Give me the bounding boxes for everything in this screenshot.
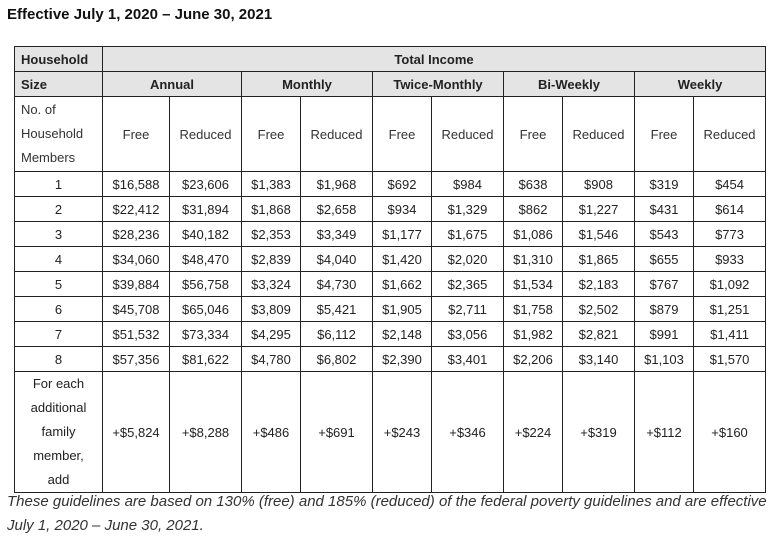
table-row bbox=[15, 272, 766, 297]
income-value-cell: $1,092 bbox=[694, 272, 766, 297]
members-label-line: Household bbox=[21, 126, 84, 141]
period-header-annual: Annual bbox=[103, 72, 242, 97]
total-income-header: Total Income bbox=[103, 47, 766, 72]
income-value-cell: $51,532 bbox=[103, 322, 170, 347]
income-value-cell: $2,183 bbox=[563, 272, 635, 297]
income-value-cell: $1,868 bbox=[242, 197, 301, 222]
income-value-cell: $2,390 bbox=[373, 347, 432, 372]
additional-label-line: family bbox=[41, 424, 76, 439]
income-value-cell: $23,606 bbox=[170, 172, 242, 197]
additional-value-cell: +$319 bbox=[563, 372, 635, 493]
income-value-cell: $65,046 bbox=[170, 297, 242, 322]
income-value-cell: $1,383 bbox=[242, 172, 301, 197]
income-value-cell: $1,411 bbox=[694, 322, 766, 347]
additional-member-label bbox=[15, 372, 103, 493]
income-value-cell: $1,227 bbox=[563, 197, 635, 222]
additional-value-cell: +$160 bbox=[694, 372, 766, 493]
income-value-cell: $879 bbox=[635, 297, 694, 322]
subheader-row bbox=[15, 97, 766, 172]
table-row bbox=[15, 322, 766, 347]
income-value-cell: $454 bbox=[694, 172, 766, 197]
income-value-cell: $3,349 bbox=[301, 222, 373, 247]
household-size-cell: 3 bbox=[15, 222, 103, 247]
income-value-cell: $3,140 bbox=[563, 347, 635, 372]
income-value-cell: $991 bbox=[635, 322, 694, 347]
income-value-cell: $2,353 bbox=[242, 222, 301, 247]
income-value-cell: $2,206 bbox=[504, 347, 563, 372]
income-value-cell: $3,809 bbox=[242, 297, 301, 322]
income-value-cell: $2,711 bbox=[432, 297, 504, 322]
income-value-cell: $933 bbox=[694, 247, 766, 272]
income-value-cell: $6,112 bbox=[301, 322, 373, 347]
subheader-reduced: Reduced bbox=[170, 97, 242, 172]
household-size-cell: 5 bbox=[15, 272, 103, 297]
additional-value-cell: +$8,288 bbox=[170, 372, 242, 493]
additional-label-line: add bbox=[47, 472, 70, 487]
income-value-cell: $543 bbox=[635, 222, 694, 247]
income-value-cell: $1,329 bbox=[432, 197, 504, 222]
subheader-free: Free bbox=[242, 97, 301, 172]
household-header-bottom: Size bbox=[15, 72, 103, 97]
members-label-line: No. of bbox=[21, 102, 56, 117]
subheader-reduced: Reduced bbox=[432, 97, 504, 172]
household-size-cell: 7 bbox=[15, 322, 103, 347]
income-value-cell: $767 bbox=[635, 272, 694, 297]
table-row bbox=[15, 197, 766, 222]
income-value-cell: $22,412 bbox=[103, 197, 170, 222]
income-value-cell: $1,865 bbox=[563, 247, 635, 272]
income-value-cell: $1,905 bbox=[373, 297, 432, 322]
income-value-cell: $56,758 bbox=[170, 272, 242, 297]
household-header-top: Household bbox=[15, 47, 103, 72]
income-value-cell: $1,982 bbox=[504, 322, 563, 347]
subheader-free: Free bbox=[504, 97, 563, 172]
income-value-cell: $1,534 bbox=[504, 272, 563, 297]
subheader-free: Free bbox=[635, 97, 694, 172]
household-size-cell: 8 bbox=[15, 347, 103, 372]
period-header-bi-weekly: Bi-Weekly bbox=[504, 72, 635, 97]
period-header-twice-monthly: Twice-Monthly bbox=[373, 72, 504, 97]
period-header-weekly: Weekly bbox=[635, 72, 766, 97]
income-value-cell: $1,086 bbox=[504, 222, 563, 247]
income-value-cell: $1,251 bbox=[694, 297, 766, 322]
household-size-cell: 1 bbox=[15, 172, 103, 197]
income-value-cell: $862 bbox=[504, 197, 563, 222]
income-value-cell: $6,802 bbox=[301, 347, 373, 372]
additional-value-cell: +$346 bbox=[432, 372, 504, 493]
income-value-cell: $2,148 bbox=[373, 322, 432, 347]
income-value-cell: $692 bbox=[373, 172, 432, 197]
income-value-cell: $34,060 bbox=[103, 247, 170, 272]
income-value-cell: $1,968 bbox=[301, 172, 373, 197]
footnote: These guidelines are based on 130% (free) and 185% (reduced) of the federal poverty guidelines and are effective July 1, 2020 – June 30, 2021. bbox=[7, 493, 767, 534]
income-value-cell: $16,588 bbox=[103, 172, 170, 197]
table-row bbox=[15, 222, 766, 247]
income-value-cell: $1,662 bbox=[373, 272, 432, 297]
income-value-cell: $1,570 bbox=[694, 347, 766, 372]
additional-value-cell: +$486 bbox=[242, 372, 301, 493]
income-value-cell: $4,730 bbox=[301, 272, 373, 297]
income-value-cell: $3,401 bbox=[432, 347, 504, 372]
income-value-cell: $655 bbox=[635, 247, 694, 272]
subheader-reduced: Reduced bbox=[694, 97, 766, 172]
income-value-cell: $3,056 bbox=[432, 322, 504, 347]
additional-label-line: member, bbox=[33, 448, 84, 463]
income-value-cell: $4,295 bbox=[242, 322, 301, 347]
additional-value-cell: +$691 bbox=[301, 372, 373, 493]
table-row bbox=[15, 247, 766, 272]
subheader-reduced: Reduced bbox=[563, 97, 635, 172]
income-value-cell: $773 bbox=[694, 222, 766, 247]
income-value-cell: $2,365 bbox=[432, 272, 504, 297]
subheader-free: Free bbox=[373, 97, 432, 172]
income-value-cell: $934 bbox=[373, 197, 432, 222]
income-value-cell: $2,839 bbox=[242, 247, 301, 272]
income-value-cell: $984 bbox=[432, 172, 504, 197]
members-label-cell bbox=[15, 97, 103, 172]
income-value-cell: $1,758 bbox=[504, 297, 563, 322]
additional-label-line: additional bbox=[30, 400, 87, 415]
income-value-cell: $40,182 bbox=[170, 222, 242, 247]
income-value-cell: $638 bbox=[504, 172, 563, 197]
income-value-cell: $5,421 bbox=[301, 297, 373, 322]
period-header-monthly: Monthly bbox=[242, 72, 373, 97]
income-value-cell: $1,310 bbox=[504, 247, 563, 272]
income-value-cell: $81,622 bbox=[170, 347, 242, 372]
table-row bbox=[15, 347, 766, 372]
table-row bbox=[15, 172, 766, 197]
income-value-cell: $4,780 bbox=[242, 347, 301, 372]
header-row-2 bbox=[15, 72, 766, 97]
income-value-cell: $2,502 bbox=[563, 297, 635, 322]
income-value-cell: $1,675 bbox=[432, 222, 504, 247]
header-row-1 bbox=[15, 47, 766, 72]
household-size-cell: 2 bbox=[15, 197, 103, 222]
income-value-cell: $2,658 bbox=[301, 197, 373, 222]
income-value-cell: $45,708 bbox=[103, 297, 170, 322]
income-value-cell: $4,040 bbox=[301, 247, 373, 272]
additional-value-cell: +$224 bbox=[504, 372, 563, 493]
household-size-cell: 6 bbox=[15, 297, 103, 322]
income-value-cell: $431 bbox=[635, 197, 694, 222]
page-heading: Effective July 1, 2020 – June 30, 2021 bbox=[7, 6, 273, 23]
income-value-cell: $28,236 bbox=[103, 222, 170, 247]
income-value-cell: $2,821 bbox=[563, 322, 635, 347]
additional-value-cell: +$5,824 bbox=[103, 372, 170, 493]
income-value-cell: $319 bbox=[635, 172, 694, 197]
income-value-cell: $48,470 bbox=[170, 247, 242, 272]
income-value-cell: $57,356 bbox=[103, 347, 170, 372]
income-value-cell: $1,420 bbox=[373, 247, 432, 272]
members-label-line: Members bbox=[21, 150, 76, 165]
additional-label-line: For each bbox=[32, 376, 85, 391]
income-value-cell: $1,103 bbox=[635, 347, 694, 372]
income-value-cell: $73,334 bbox=[170, 322, 242, 347]
additional-member-row bbox=[15, 372, 766, 493]
subheader-free: Free bbox=[103, 97, 170, 172]
income-value-cell: $1,546 bbox=[563, 222, 635, 247]
additional-value-cell: +$112 bbox=[635, 372, 694, 493]
income-value-cell: $2,020 bbox=[432, 247, 504, 272]
income-value-cell: $31,894 bbox=[170, 197, 242, 222]
additional-value-cell: +$243 bbox=[373, 372, 432, 493]
income-value-cell: $3,324 bbox=[242, 272, 301, 297]
subheader-reduced: Reduced bbox=[301, 97, 373, 172]
income-value-cell: $1,177 bbox=[373, 222, 432, 247]
income-value-cell: $39,884 bbox=[103, 272, 170, 297]
table-row bbox=[15, 297, 766, 322]
income-value-cell: $908 bbox=[563, 172, 635, 197]
household-size-cell: 4 bbox=[15, 247, 103, 272]
income-value-cell: $614 bbox=[694, 197, 766, 222]
income-eligibility-table bbox=[14, 46, 766, 493]
